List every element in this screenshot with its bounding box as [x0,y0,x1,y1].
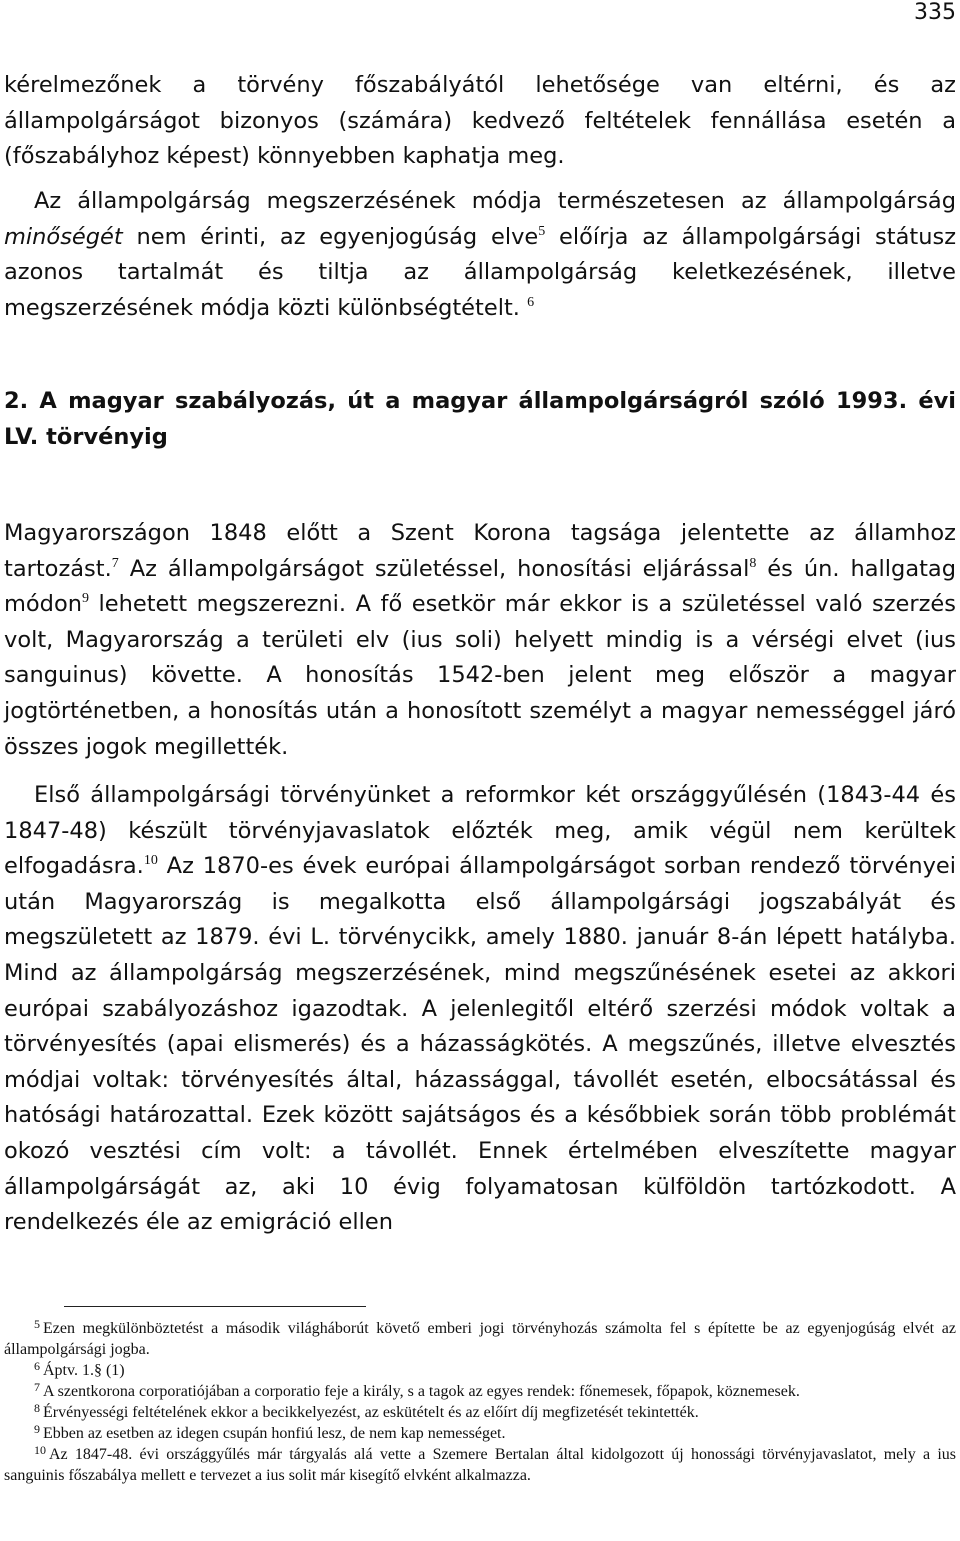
footnote-10 [4,1444,956,1486]
footnote-8 [4,1402,956,1423]
footnote-7 [4,1381,956,1402]
text-segment: Az állampolgárság megszerzésének módja természetesen az állampolgárság [34,188,956,214]
section-heading: 2. A magyar szabályozás, út a magyar állampolgárságról szóló 1993. évi LV. törvényig [4,388,956,450]
footnote-number: 10 [34,1443,46,1457]
footnote-number: 6 [34,1359,40,1373]
footnote-ref-10[interactable]: 10 [143,853,158,869]
paragraph-before-1848 [4,516,956,765]
paragraph-continuation: kérelmezőnek a törvény főszabályától lehetősége van eltérni, és az állampolgárságot bizonyos (számára) kedvező feltételek fennállása esetén a (főszabályhoz képest) könnyebben kaphatja meg. [4,72,956,170]
text-segment: előírja az állampolgársági státusz azonos tartalmát és tiltja az állampolgárság keletkezésének, illetve megszerzésének módja közti különbségtételt. [4,223,956,321]
footnote-ref-5[interactable]: 5 [538,223,546,239]
text-segment: Első állampolgársági törvényünket a reformkor két országgyűlésén (1843-44 és 1847-48) készült törvényjavaslatok előzték meg, amik végül nem kerültek elfogadásra. [4,782,956,880]
footnote-text: Ezen megkülönböztetést a második világháborút követő emberi jogi törvényhozás számolta fel s építette be az egyenjogúság elvét az állampolgársági jogba. [4,1320,956,1358]
paragraph-citizenship-acquisition [4,184,956,326]
text-segment: Magyarországon 1848 előtt a Szent Korona tagsága jelentette az államhoz tartozást. [4,520,956,582]
text-segment: és ún. hallgatag módon [4,555,956,618]
text-segment: Az állampolgárságot születéssel, honosítási eljárással [118,555,750,582]
paragraph-first-citizenship-law [4,778,956,1241]
footnote-text: Ebben az esetben az idegen csupán honfiú lesz, de nem kap nemességet. [43,1425,506,1442]
footnote-ref-8[interactable]: 8 [749,555,757,571]
footnote-number: 8 [34,1401,40,1415]
footnote-separator [64,1306,366,1307]
footnote-number: 7 [34,1380,40,1394]
footnote-text: Az 1847-48. évi országgyűlés már tárgyalás alá vette a Szemere Bertalan által kidolgozott új honossági törvényjavaslatot, mely a ius sanguinis főszabálya mellett e tervezet a ius solit már kisegítő elvként alkalmazza. [4,1446,956,1484]
footnote-ref-7[interactable]: 7 [111,555,119,571]
footnote-6 [4,1360,956,1381]
text-segment: lehetett megszerezni. A fő esetkör már ekkor is a születéssel való szerzés volt, Magyarország a területi elv (ius soli) helyett mindig is a vérségi elvet (ius sanguinus) követte. A honosítás 1542-ben jelent meg először a magyar jogtörténetben, a honosítás után a honosított személyt a magyar nemességgel járó összes jogok megillették. [4,591,956,760]
footnote-text: Érvényességi feltételének ekkor a becikkelyezést, az eskütételt és az előírt díj megfizetését tekintették. [43,1404,699,1421]
footnotes [4,1318,956,1486]
footnote-number: 5 [34,1317,40,1331]
footnote-9 [4,1423,956,1444]
footnote-number: 9 [34,1422,40,1436]
footnote-5 [4,1318,956,1360]
footnote-text: Áptv. 1.§ (1) [43,1362,125,1379]
emphasis-text: minőségét [4,223,123,250]
text-segment: nem érinti, az egyenjogúság elve [122,223,539,250]
footnote-text: A szentkorona corporatiójában a corporatio feje a király, s a tagok az egyes rendek: főnemesek, főpapok, köznemesek. [43,1383,800,1400]
page-number: 335 [914,0,956,25]
footnote-ref-9[interactable]: 9 [82,591,89,607]
text-segment: Az 1870-es évek európai állampolgárságot sorban rendező törvényei után Magyarország is megalkotta első állampolgársági jogszabályát és megszületett az 1879. évi L. törvénycikk, amely 1880. január 8-án lépett hatályba. Mind az állampolgárság megszerzésének, mind megszűnésének esetei az akkori európai szabályozáshoz igazodtak. A jelenlegitől eltérő szerzési módok voltak a törvényesítés (apai elismerés) és a házasságkötés. A megszűnés, illetve elvesztés módjai voltak: törvényesítés által, házassággal, távollét esetén, elbocsátással és hatósági határozattal. Ezek között sajátságos és a későbbiek során több problémát okozó vesztési cím volt: a távollét. Ennek értelmében elveszítette magyar állampolgárságát az, aki 10 évig folyamatosan külföldön tartózkodott. A rendelkezés éle az emigráció ellen [4,853,956,1236]
footnote-ref-6[interactable]: 6 [527,294,535,310]
